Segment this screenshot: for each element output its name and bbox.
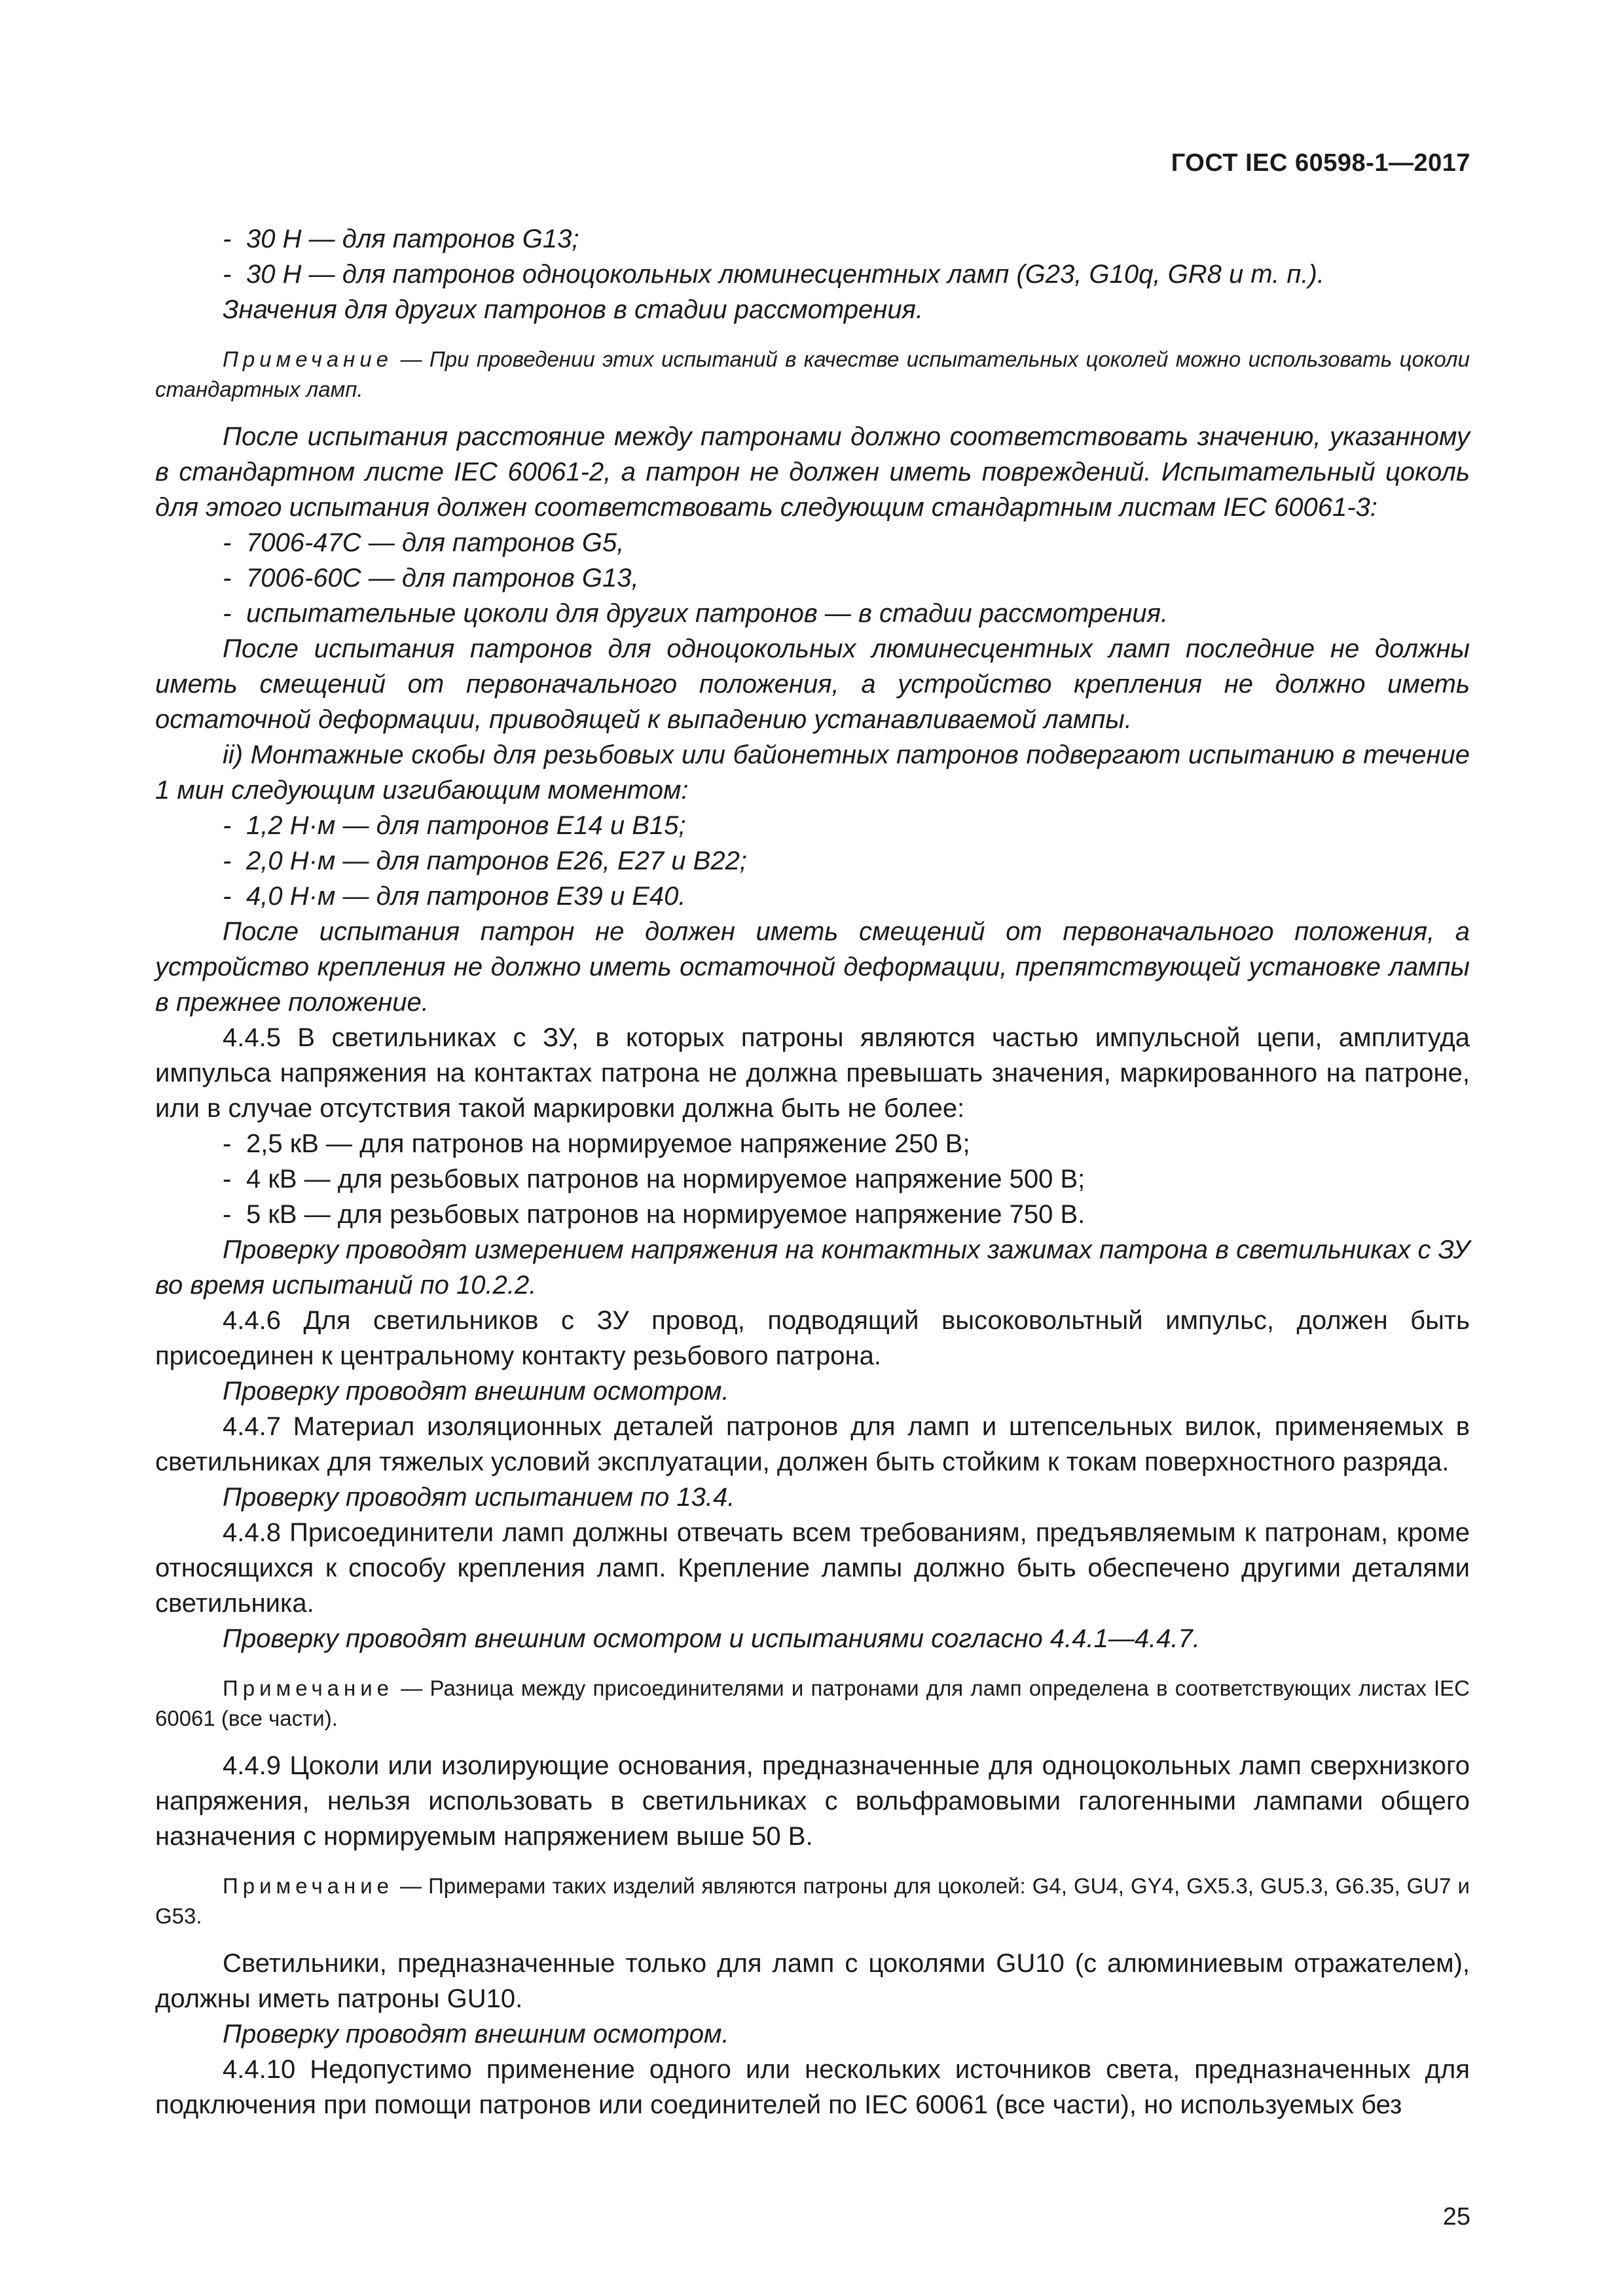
list-item: - 30 Н — для патронов одноцокольных люминесцентных ламп (G23, G10q, GR8 и т. п.). xyxy=(223,260,1324,289)
verification-text: Проверку проводят измерением напряжения на контактных зажимах патрона в светильниках с ЗУ во время испытаний по 10.2.2. xyxy=(155,1235,1470,1300)
list-item: - 7006-60C — для патронов G13, xyxy=(223,564,639,592)
section-4-4-5: 4.4.5 В светильниках с ЗУ, в которых патроны являются частью импульсной цепи, амплитуда импульса напряжения на контактах патрона не должна превышать значения, маркированного на патроне, или в случае отсутствия такой маркировки должна быть не более: xyxy=(155,1023,1470,1123)
list-item: - 2,0 Н·м — для патронов E26, E27 и B22; xyxy=(223,847,747,875)
paragraph: После испытания патронов для одноцокольных люминесцентных ламп последние не должны иметь смещений от первоначального положения, а устройство крепления не должно иметь остаточной деформации, приводящей к выпадению устанавливаемой лампы. xyxy=(155,634,1470,734)
list-item: - 2,5 кВ — для патронов на нормируемое напряжение 250 В; xyxy=(223,1129,970,1158)
paragraph: ii) Монтажные скобы для резьбовых или байонетных патронов подвергают испытанию в течение 1 мин следующим изгибающим моментом: xyxy=(155,740,1470,805)
section-4-4-10: 4.4.10 Недопустимо применение одного или нескольких источников света, предназначенных для подключения при помощи патронов или соединителей по IEC 60061 (все части), но используемых без xyxy=(155,2055,1470,2119)
list-item: - 30 Н — для патронов G13; xyxy=(223,225,579,253)
verification-text: Проверку проводят внешним осмотром. xyxy=(223,2020,729,2049)
note: Примечание — Примерами таких изделий являются патроны для цоколей: G4, GU4, GY4, GX5.3, GU5.3, G6.35, GU7 и G53. xyxy=(155,1874,1470,1928)
verification-text: Проверку проводят испытанием по 13.4. xyxy=(223,1483,735,1512)
verification-text: Проверку проводят внешним осмотром и испытаниями согласно 4.4.1—4.4.7. xyxy=(223,1624,1200,1653)
list-item: - 7006-47C — для патронов G5, xyxy=(223,528,625,557)
paragraph: После испытания патрон не должен иметь смещений от первоначального положения, а устройство крепления не должно иметь остаточной деформации, препятствующей установке лампы в прежнее положение. xyxy=(155,917,1470,1017)
list-item: - 5 кВ — для резьбовых патронов на нормируемое напряжение 750 В. xyxy=(223,1200,1085,1229)
section-4-4-6: 4.4.6 Для светильников с ЗУ провод, подводящий высоковольтный импульс, должен быть присоединен к центральному контакту резьбового патрона. xyxy=(155,1306,1470,1370)
page-number: 25 xyxy=(1442,2203,1470,2231)
paragraph: Значения для других патронов в стадии рассмотрения. xyxy=(223,295,924,324)
list-item: - 4,0 Н·м — для патронов E39 и E40. xyxy=(223,882,686,911)
section-4-4-7: 4.4.7 Материал изоляционных деталей патронов для ламп и штепсельных вилок, применяемых в светильниках для тяжелых условий эксплуатации, должен быть стойким к токам поверхностного разряда. xyxy=(155,1412,1470,1476)
paragraph: После испытания расстояние между патронами должно соответствовать значению, указанному в стандартном листе IEC 60061-2, а патрон не должен иметь повреждений. Испытательный цоколь для этого испытания должен соответствовать следующим стандартным листам IEC 60061-3: xyxy=(155,422,1470,522)
section-4-4-8: 4.4.8 Присоединители ламп должны отвечать всем требованиям, предъявляемым к патронам, кроме относящихся к способу крепления ламп. Крепление лампы должно быть обеспечено другими деталями светильника. xyxy=(155,1518,1470,1618)
verification-text: Проверку проводят внешним осмотром. xyxy=(223,1377,729,1406)
page-body xyxy=(155,221,1470,2123)
list-item: - 4 кВ — для резьбовых патронов на нормируемое напряжение 500 В; xyxy=(223,1165,1085,1194)
note: Примечание — При проведении этих испытаний в качестве испытательных цоколей можно использовать цоколи стандартных ламп. xyxy=(155,347,1470,401)
paragraph: Светильники, предназначенные только для ламп с цоколями GU10 (с алюминиевым отражателем), должны иметь патроны GU10. xyxy=(155,1949,1470,2013)
note: Примечание — Разница между присоединителями и патронами для ламп определена в соответствующих листах IEC 60061 (все части). xyxy=(155,1676,1470,1730)
list-item: - 1,2 Н·м — для патронов E14 и B15; xyxy=(223,811,686,840)
list-item: - испытательные цоколи для других патронов — в стадии рассмотрения. xyxy=(223,599,1169,628)
document-id: ГОСТ IEC 60598-1—2017 xyxy=(1171,149,1470,177)
section-4-4-9: 4.4.9 Цоколи или изолирующие основания, предназначенные для одноцокольных ламп сверхнизкого напряжения, нельзя использовать в светильниках с вольфрамовыми галогенными лампами общего назначения с нормируемым напряжением выше 50 В. xyxy=(155,1751,1470,1851)
